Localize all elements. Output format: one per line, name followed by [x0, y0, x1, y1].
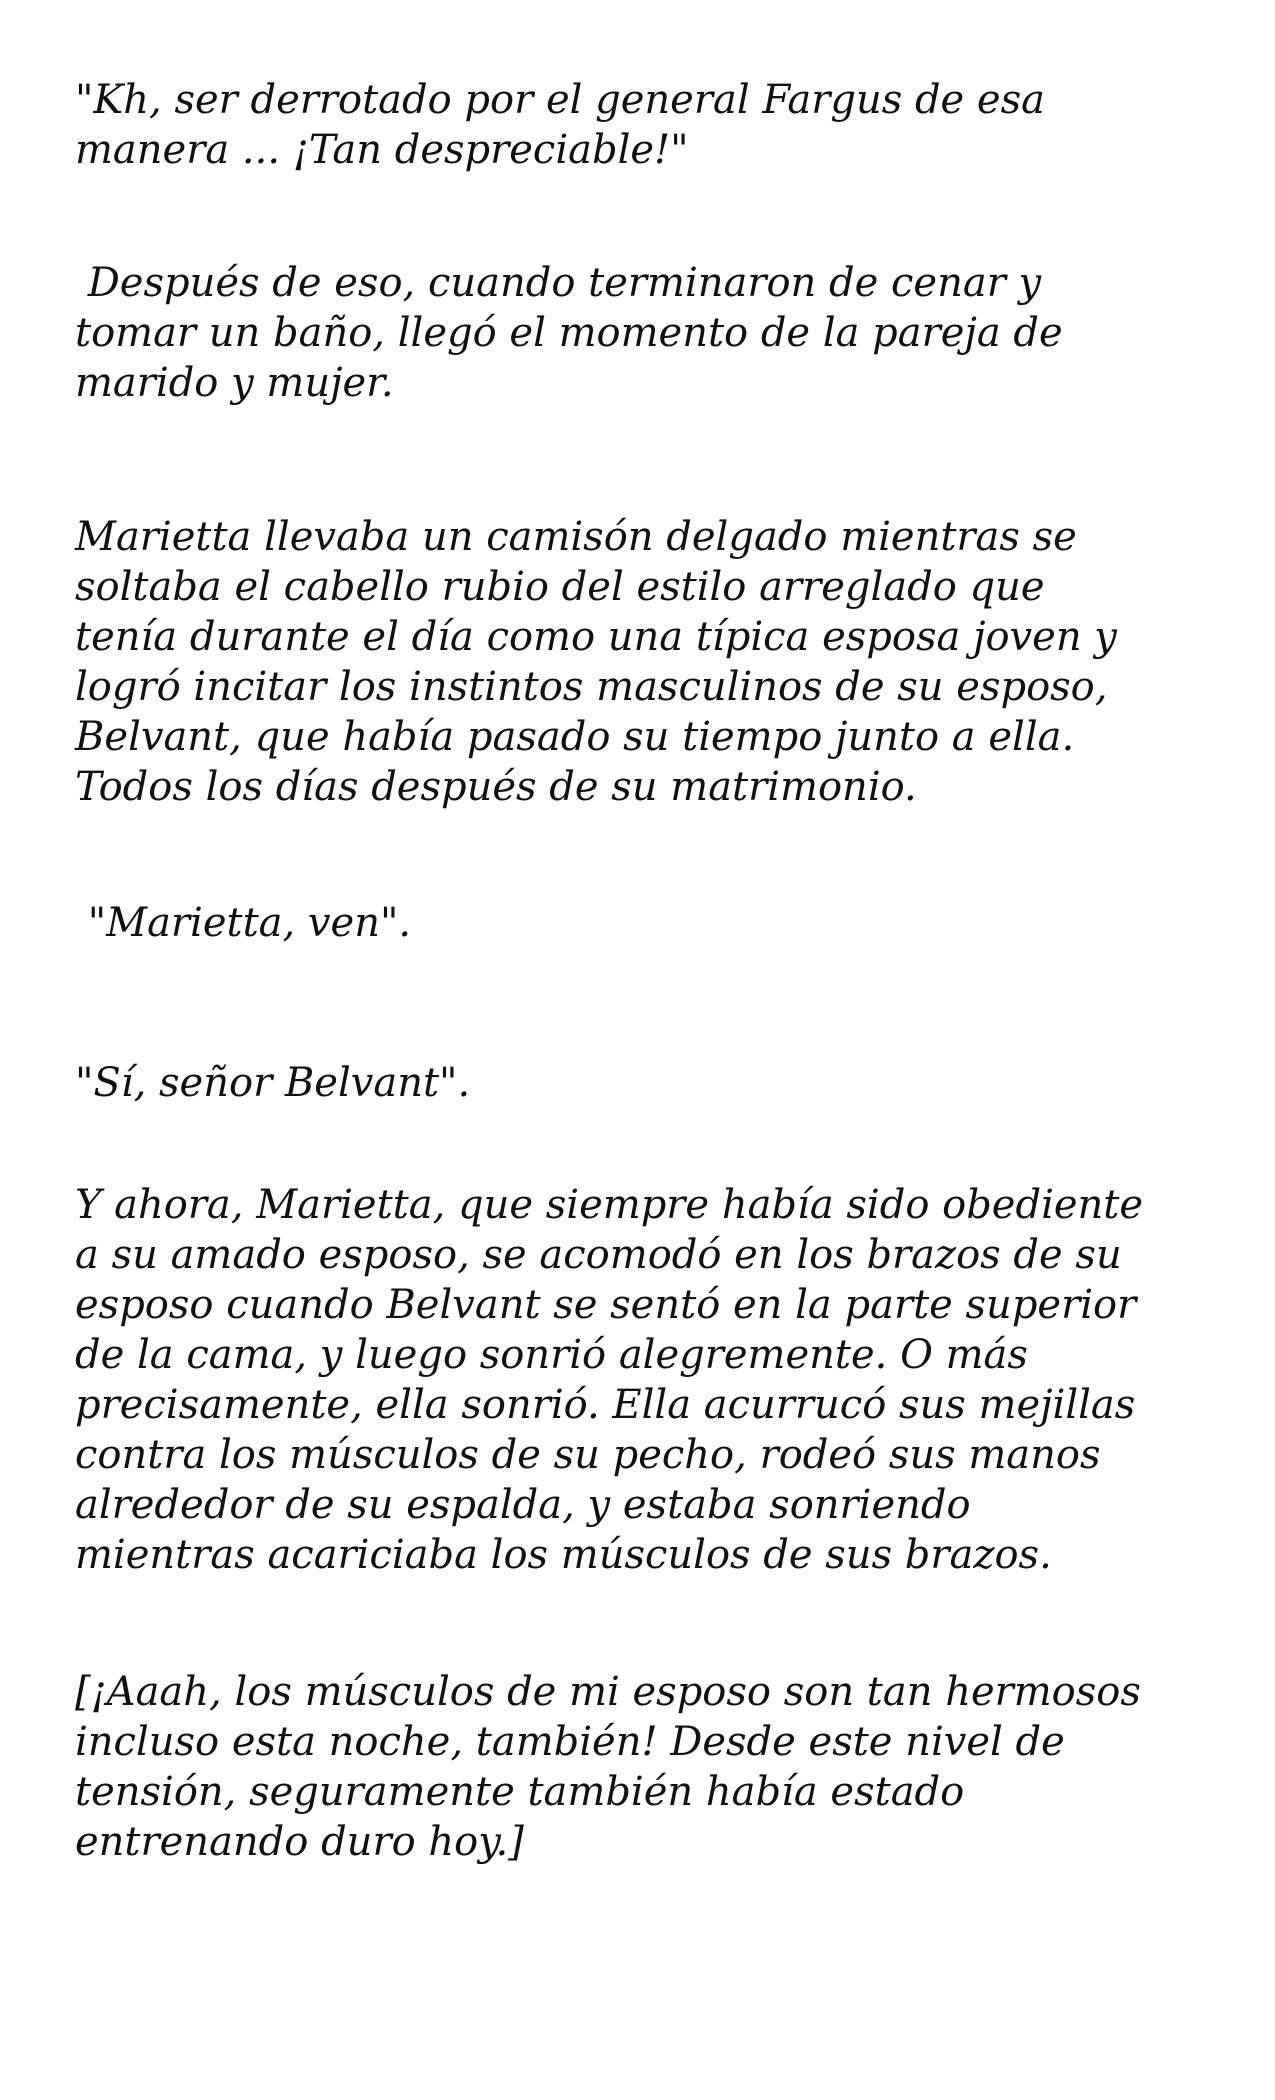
paragraph-dialogue-come: "Marietta, ven".: [75, 900, 412, 946]
paragraph-dialogue-fargus: "Kh, ser derrotado por el general Fargus de esa manera ... ¡Tan despreciable!": [75, 77, 1045, 173]
paragraph-dialogue-reply: "Sí, señor Belvant".: [75, 1060, 471, 1106]
paragraph-inner-thought: [¡Aaah, los músculos de mi esposo son tan hermosos incluso esta noche, también! Desde este nivel de tensión, seguramente también había estado entrenando duro hoy.]: [75, 1669, 1141, 1865]
paragraph-after-dinner: Después de eso, cuando terminaron de cenar y tomar un baño, llegó el momento de la pareja de marido y mujer.: [75, 260, 1063, 406]
paragraph-marietta-embrace: Y ahora, Marietta, que siempre había sido obediente a su amado esposo, se acomodó en los brazos de su esposo cuando Belvant se sentó en la parte superior de la cama, y luego sonrió alegremente. O más precisamente, ella sonrió. Ella acurrucó sus mejillas contra los músculos de su pecho, rodeó sus manos alrededor de su espalda, y estaba sonriendo mientras acariciaba los músculos de sus brazos.: [75, 1182, 1144, 1578]
paragraph-marietta-nightgown: Marietta llevaba un camisón delgado mientras se soltaba el cabello rubio del estilo arreglado que tenía durante el día como una típica esposa joven y logró incitar los instintos masculinos de su esposo, Belvant, que había pasado su tiempo junto a ella. Todos los días después de su matrimonio.: [75, 514, 1117, 810]
